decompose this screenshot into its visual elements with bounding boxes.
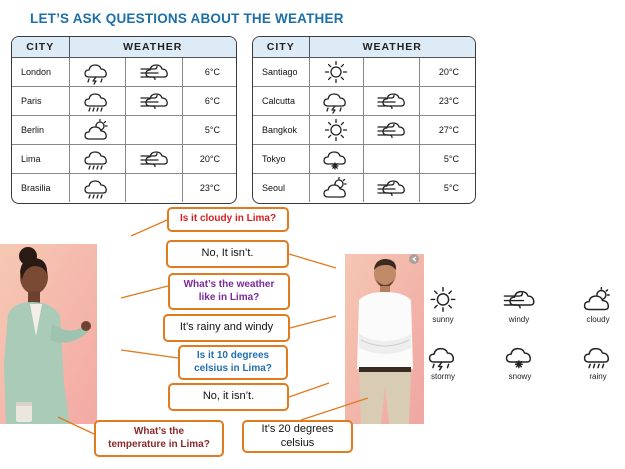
question-text: Is it cloudy in Lima? (179, 213, 277, 225)
legend-item-sunny (421, 286, 465, 324)
temperature: 27°C (419, 116, 475, 145)
city-name: Seoul (253, 174, 309, 203)
answer-text: No, it isn’t. (202, 390, 255, 403)
snowy-icon (498, 343, 542, 371)
answer-bubble-no-1 (166, 240, 289, 268)
city-name: Paris (12, 87, 69, 116)
question-bubble-weather (168, 273, 290, 310)
city-column-header: CITY (12, 37, 69, 58)
weather-column-header: WEATHER (69, 37, 236, 58)
question-bubble-temperature (94, 420, 224, 457)
legend-item-snowy (498, 343, 542, 381)
stormy-icon (421, 343, 465, 371)
temperature: 20°C (182, 145, 236, 174)
answer-bubble-20-degrees (242, 420, 353, 453)
city-name: Lima (12, 145, 69, 174)
legend-label: rainy (589, 372, 607, 381)
temperature: 6°C (204, 67, 220, 77)
city-name: Calcutta (253, 87, 309, 116)
temperature: 20°C (438, 67, 459, 77)
cloudy-icon (576, 286, 620, 314)
question-bubble-cloudy (167, 207, 289, 232)
sunny-icon (421, 286, 465, 314)
legend-label: cloudy (586, 315, 610, 324)
legend-label: snowy (508, 372, 532, 381)
legend-label: sunny (432, 315, 454, 324)
answer-text: No, It isn’t. (201, 247, 254, 260)
city-name: Bangkok (253, 116, 309, 145)
legend-item-rainy (576, 343, 620, 381)
rainy-icon (576, 343, 620, 371)
question-bubble-degrees (178, 345, 288, 380)
city-name: London (12, 58, 69, 87)
answer-bubble-no-2 (168, 383, 289, 411)
city-name: Santiago (253, 58, 309, 87)
temperature: 5°C (419, 145, 475, 174)
temperature: 23°C (182, 174, 236, 203)
temperature: 5°C (419, 174, 475, 203)
answer-text: It’s rainy and windy (179, 321, 274, 334)
windy-icon (497, 286, 541, 314)
legend-item-cloudy (576, 286, 620, 324)
question-text: What’s the temperature in Lima? (108, 426, 210, 450)
temperature: 6°C (182, 87, 236, 116)
legend-label: stormy (431, 372, 455, 381)
question-text: What’s the weather like in Lima? (183, 279, 275, 303)
temperature: 5°C (182, 116, 236, 145)
city-name: Brasilia (12, 174, 69, 203)
legend-label: windy (508, 315, 530, 324)
city-name: Berlin (12, 116, 69, 145)
answer-text: It’s 20 degrees celsius (261, 422, 334, 449)
city-name: Tokyo (253, 145, 309, 174)
answer-bubble-rainy (163, 314, 290, 342)
page-title: LET’S ASK QUESTIONS ABOUT THE WEATHER (30, 11, 344, 26)
city-column-header: CITY (253, 37, 309, 58)
legend-item-stormy (421, 343, 465, 381)
question-text: Is it 10 degrees celsius in Lima? (194, 350, 272, 374)
legend-item-windy (497, 286, 541, 324)
weather-column-header: WEATHER (309, 37, 475, 58)
temperature: 23°C (419, 87, 475, 116)
